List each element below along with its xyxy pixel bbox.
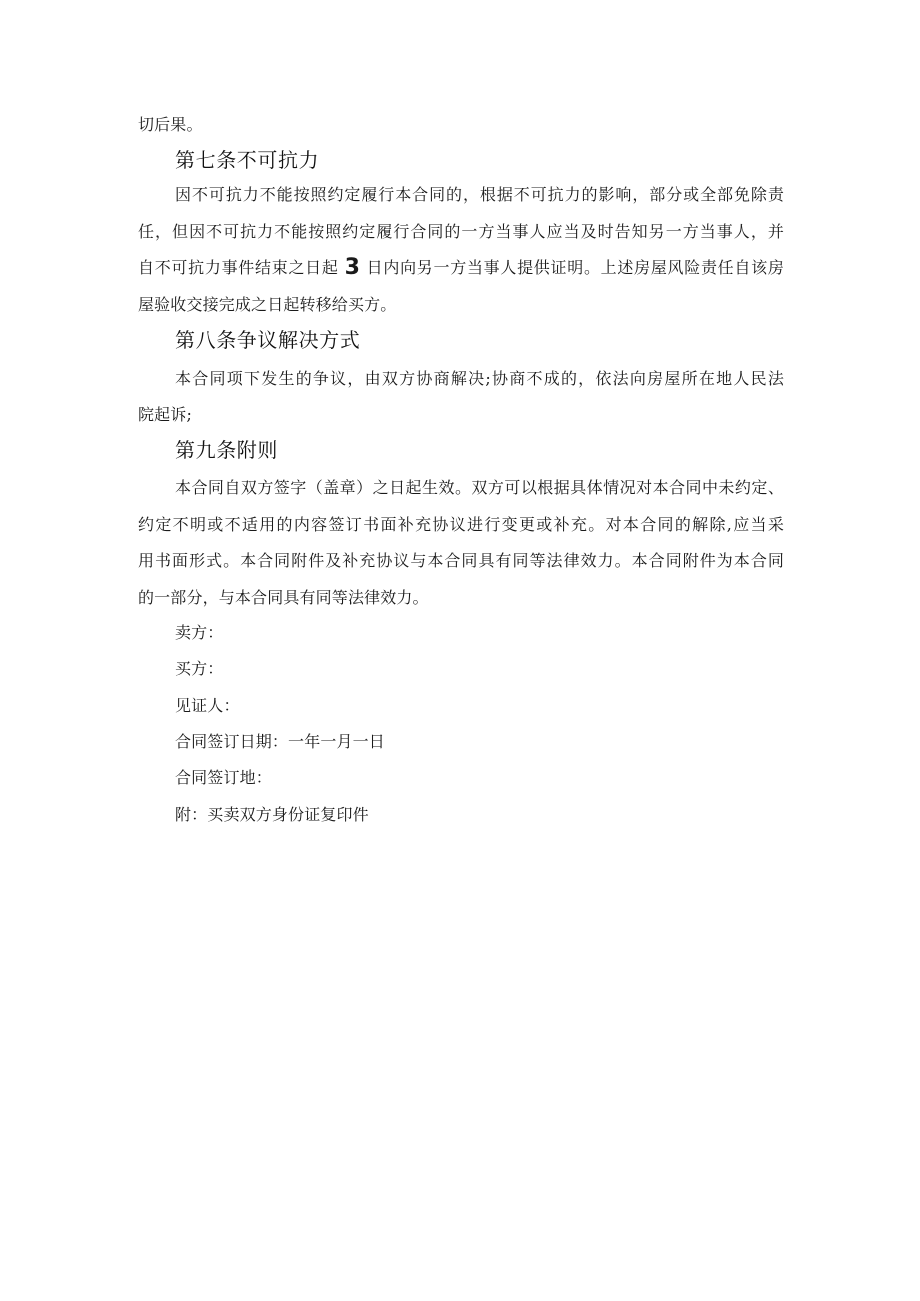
article-7-line-4: 屋验收交接完成之日起转移给买方。 (138, 295, 397, 314)
article-7-line-3-after: 日内向另一方当事人提供证明。上述房屋风险责任自该房 (366, 258, 784, 277)
article-7-heading: 第七条不可抗力 (175, 148, 320, 172)
attachment-note: 附：买卖双方身份证复印件 (175, 805, 369, 824)
witness-label: 见证人： (175, 696, 240, 715)
seller-label: 卖方： (175, 623, 224, 642)
article-8-line-2: 院起诉; (138, 405, 192, 424)
article-9-line-2: 约定不明或不适用的内容签订书面补充协议进行变更或补充。对本合同的解除,应当采 (138, 515, 784, 534)
article-9-line-4: 的一部分，与本合同具有同等法律效力。 (138, 588, 429, 607)
buyer-label: 买方： (175, 659, 224, 678)
article-8-line-1: 本合同项下发生的争议，由双方协商解决;协商不成的，依法向房屋所在地人民法 (175, 369, 784, 388)
article-7-line-3 (138, 257, 784, 279)
article-9-line-3: 用书面形式。本合同附件及补充协议与本合同具有同等法律效力。本合同附件为本合同 (138, 551, 784, 570)
article-7-line-1: 因不可抗力不能按照约定履行本合同的，根据不可抗力的影响，部分或全部免除责 (175, 185, 784, 204)
continuation-text: 切后果。 (138, 115, 203, 134)
signing-place-label: 合同签订地： (175, 768, 272, 787)
article-7-line-2: 任，但因不可抗力不能按照约定履行合同的一方当事人应当及时告知另一方当事人，并 (138, 222, 784, 241)
article-8-heading: 第八条争议解决方式 (175, 328, 361, 352)
days-number: 3 (344, 255, 361, 280)
signing-date-label: 合同签订日期：一年一月一日 (175, 732, 385, 751)
article-9-heading: 第九条附则 (175, 438, 278, 462)
article-7-line-3-before: 自不可抗力事件结束之日起 (138, 258, 339, 277)
article-9-line-1: 本合同自双方签字（盖章）之日起生效。双方可以根据具体情况对本合同中未约定、 (175, 478, 784, 497)
